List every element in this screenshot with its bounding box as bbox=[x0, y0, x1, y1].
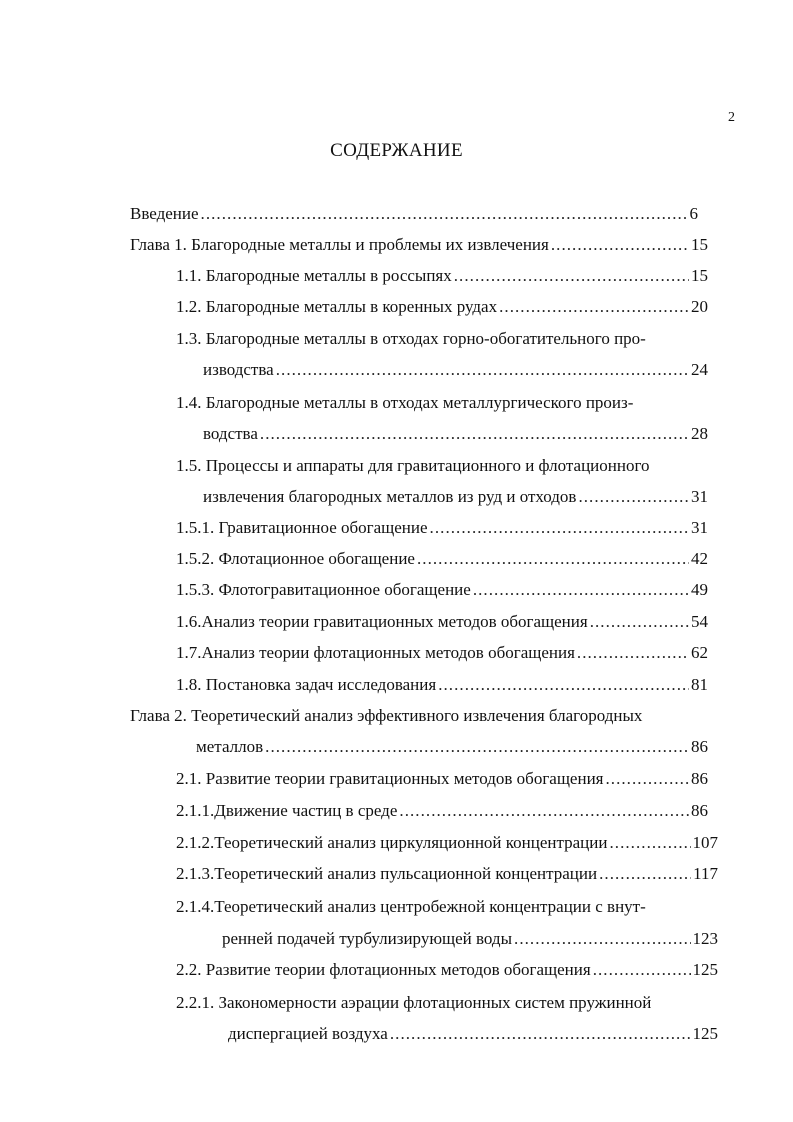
toc-entry-text: изводства bbox=[203, 360, 274, 379]
toc-entry bbox=[176, 769, 708, 789]
toc-entry-page: 42 bbox=[691, 549, 708, 568]
toc-entry bbox=[176, 297, 708, 317]
toc-entry bbox=[176, 864, 718, 884]
toc-entry bbox=[176, 960, 718, 980]
toc-entry bbox=[203, 487, 708, 507]
toc-entry-page: 125 bbox=[692, 960, 718, 979]
toc-entry bbox=[176, 993, 651, 1013]
toc-entry-text: 2.2.1. Закономерности аэрации флотационных систем пружинной bbox=[176, 993, 652, 1012]
toc-entry-page: 123 bbox=[692, 929, 718, 948]
toc-leader-dots bbox=[399, 801, 689, 821]
toc-leader-dots bbox=[390, 1024, 691, 1044]
toc-entry-page: 49 bbox=[691, 580, 708, 599]
toc-entry-text: 2.1.1.Движение частиц в среде bbox=[176, 801, 398, 820]
toc-leader-dots bbox=[499, 297, 689, 317]
toc-entry-text: 1.1. Благородные металлы в россыпях bbox=[176, 266, 452, 285]
toc-entry-text: 2.1.4.Теоретический анализ центробежной концентрации с внут- bbox=[176, 897, 646, 916]
toc-entry-page: 86 bbox=[691, 769, 708, 788]
toc-entry-text: 2.1.2.Теоретический анализ циркуляционной концентрации bbox=[176, 833, 608, 852]
toc-leader-dots bbox=[605, 769, 689, 789]
toc-entry-text: извлечения благородных металлов из руд и отходов bbox=[203, 487, 577, 506]
toc-entry bbox=[176, 518, 708, 538]
toc-entry bbox=[196, 737, 708, 757]
toc-entry-page: 31 bbox=[691, 487, 708, 506]
toc-entry-page: 125 bbox=[692, 1024, 718, 1043]
toc-entry-page: 6 bbox=[689, 204, 698, 223]
toc-entry-page: 24 bbox=[691, 360, 708, 379]
toc-entry-text: водства bbox=[203, 424, 258, 443]
toc-entry bbox=[130, 204, 698, 224]
toc-entry bbox=[176, 801, 708, 821]
toc-entry bbox=[203, 360, 708, 380]
toc-entry bbox=[130, 706, 642, 726]
toc-entry-text: 1.6.Анализ теории гравитационных методов обогащения bbox=[176, 612, 588, 631]
toc-entry-text: 1.4. Благородные металлы в отходах металлургического произ- bbox=[176, 393, 634, 412]
toc-leader-dots bbox=[514, 929, 690, 949]
toc-entry-page: 117 bbox=[693, 864, 718, 883]
toc-entry bbox=[176, 612, 708, 632]
toc-entry bbox=[176, 643, 708, 663]
toc-entry-page: 20 bbox=[691, 297, 708, 316]
toc-entry-text: 1.2. Благородные металлы в коренных рудах bbox=[176, 297, 498, 316]
toc-leader-dots bbox=[593, 960, 691, 980]
toc-leader-dots bbox=[590, 612, 689, 632]
toc-entry-page: 54 bbox=[691, 612, 708, 631]
toc-entry bbox=[176, 329, 646, 349]
toc-leader-dots bbox=[454, 266, 689, 286]
toc-entry-page: 86 bbox=[691, 737, 708, 756]
toc-entry-page: 31 bbox=[691, 518, 708, 537]
toc-leader-dots bbox=[473, 580, 689, 600]
toc-entry bbox=[176, 393, 633, 413]
toc-entry bbox=[176, 549, 708, 569]
toc-leader-dots bbox=[276, 360, 689, 380]
toc-entry-page: 15 bbox=[691, 235, 708, 254]
page-number: 2 bbox=[728, 110, 735, 125]
toc-entry bbox=[228, 1024, 718, 1044]
toc-leader-dots bbox=[438, 675, 689, 695]
toc-entry bbox=[176, 456, 650, 476]
toc-entry-text: ренней подачей турбулизирующей воды bbox=[222, 929, 513, 948]
page-title: СОДЕРЖАНИЕ bbox=[330, 140, 463, 161]
toc-entry bbox=[130, 235, 708, 255]
toc-entry-text: 1.5.3. Флотогравитационное обогащение bbox=[176, 580, 471, 599]
toc-entry bbox=[176, 266, 708, 286]
toc-leader-dots bbox=[265, 737, 689, 757]
toc-leader-dots bbox=[551, 235, 689, 255]
toc-entry bbox=[176, 897, 646, 917]
toc-entry-text: 1.7.Анализ теории флотационных методов обогащения bbox=[176, 643, 575, 662]
toc-entry-text: 1.5. Процессы и аппараты для гравитационного и флотационного bbox=[176, 456, 650, 475]
toc-entry-text: 1.5.2. Флотационное обогащение bbox=[176, 549, 415, 568]
toc-entry bbox=[176, 580, 708, 600]
toc-leader-dots bbox=[578, 487, 689, 507]
toc-leader-dots bbox=[201, 204, 688, 224]
toc-entry bbox=[203, 424, 708, 444]
toc-entry-text: 2.1.3.Теоретический анализ пульсационной концентрации bbox=[176, 864, 598, 883]
toc-entry-text: Введение bbox=[130, 204, 199, 223]
toc-entry-text: Глава 1. Благородные металлы и проблемы их извлечения bbox=[130, 235, 549, 254]
toc-entry-page: 62 bbox=[691, 643, 708, 662]
toc-entry bbox=[222, 929, 718, 949]
toc-entry-page: 81 bbox=[691, 675, 708, 694]
toc-entry-text: 1.8. Постановка задач исследования bbox=[176, 675, 437, 694]
toc-leader-dots bbox=[260, 424, 689, 444]
toc-leader-dots bbox=[577, 643, 689, 663]
toc-entry-page: 28 bbox=[691, 424, 708, 443]
toc-entry bbox=[176, 675, 708, 695]
toc-entry-page: 107 bbox=[692, 833, 718, 852]
toc-leader-dots bbox=[430, 518, 689, 538]
toc-entry-text: диспергацией воздуха bbox=[228, 1024, 388, 1043]
toc-entry-text: 1.3. Благородные металлы в отходах горно-обогатительного про- bbox=[176, 329, 646, 348]
toc-entry-page: 15 bbox=[691, 266, 708, 285]
toc-entry-text: 2.1. Развитие теории гравитационных методов обогащения bbox=[176, 769, 604, 788]
toc-entry-text: 1.5.1. Гравитационное обогащение bbox=[176, 518, 428, 537]
toc-entry-text: металлов bbox=[196, 737, 264, 756]
toc-entry-text: 2.2. Развитие теории флотационных методов обогащения bbox=[176, 960, 591, 979]
toc-entry-text: Глава 2. Теоретический анализ эффективного извлечения благородных bbox=[130, 706, 643, 725]
toc-leader-dots bbox=[599, 864, 691, 884]
toc-entry bbox=[176, 833, 718, 853]
toc-leader-dots bbox=[609, 833, 690, 853]
toc-leader-dots bbox=[417, 549, 689, 569]
toc-entry-page: 86 bbox=[691, 801, 708, 820]
